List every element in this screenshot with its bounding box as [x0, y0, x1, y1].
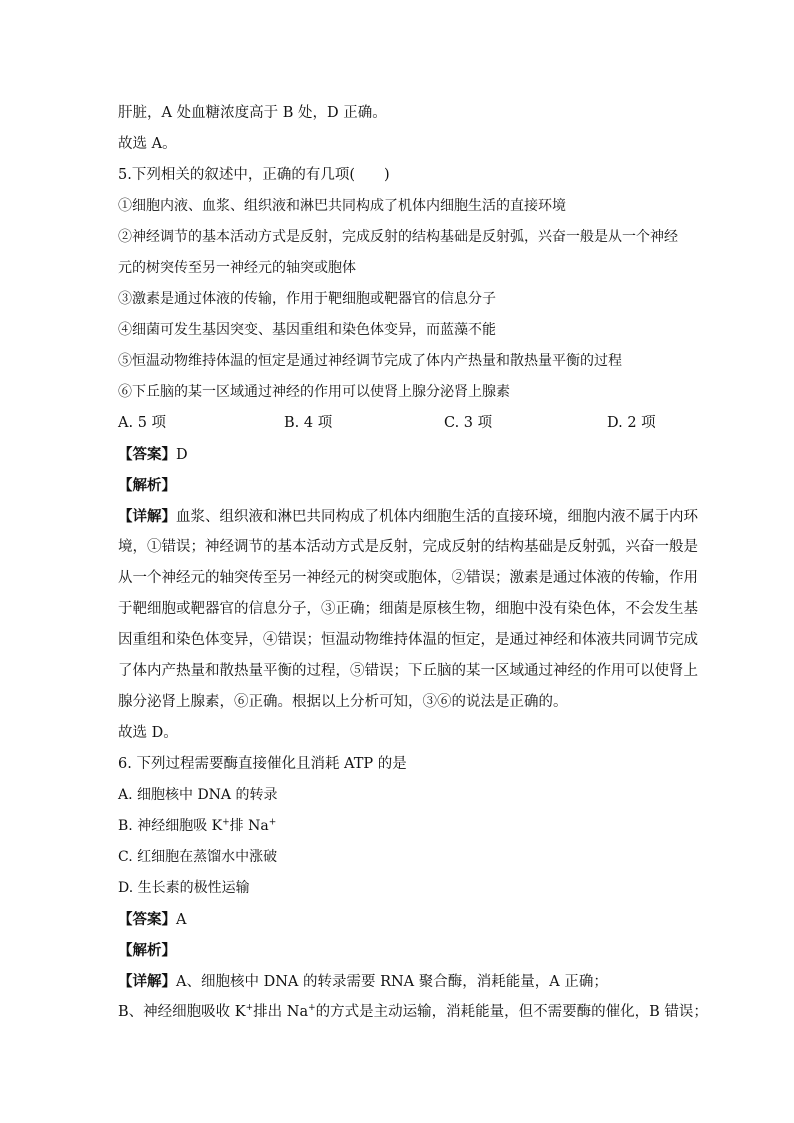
question-6-option-a: A. 细胞核中 DNA 的转录 — [118, 787, 278, 803]
question-6-option-b — [118, 811, 678, 842]
question-5-detail-line: 从一个神经元的轴突传至另一神经元的树突或胞体，②错误；激素是通过体液的传输，作用 — [118, 570, 698, 586]
answer-label: 【答案】 — [118, 446, 176, 463]
question-6-detail-a — [118, 966, 678, 997]
answer-value: A — [176, 912, 187, 928]
option-b-text: B. 神经细胞吸 K — [118, 818, 223, 834]
question-5-item: ⑥下丘脑的某一区域通过神经的作用可以使肾上腺分泌肾上腺素 — [118, 384, 510, 400]
question-5-item: ②神经调节的基本活动方式是反射，完成反射的结构基础是反射弧，兴奋一般是从一个神经 — [118, 229, 678, 245]
question-5-detail-line: 于靶细胞或靶器官的信息分子，③正确；细菌是原核生物，细胞中没有染色体，不会发生基 — [118, 601, 698, 617]
question-6-stem: 6. 下列过程需要酶直接催化且消耗 ATP 的是 — [118, 756, 407, 772]
detail-text: A、细胞核中 DNA 的转录需要 RNA 聚合酶，消耗能量，A 正确； — [176, 974, 608, 990]
detail-label: 【详解】 — [118, 508, 176, 525]
question-6-detail-b — [118, 997, 708, 1028]
option-b-text: 排 Na — [229, 818, 269, 834]
question-5-item: ⑤恒温动物维持体温的恒定是通过神经调节完成了体内产热量和散热量平衡的过程 — [118, 353, 622, 369]
question-5-detail-line: 腺分泌肾上腺素，⑥正确。根据以上分析可知，③⑥的说法是正确的。 — [118, 694, 568, 710]
detail-label: 【详解】 — [118, 973, 176, 990]
option-c: C. 3 项 — [444, 415, 493, 431]
answer-label: 【答案】 — [118, 911, 176, 928]
superscript: + — [222, 817, 230, 828]
question-5-stem: 5.下列相关的叙述中，正确的有几项( ) — [118, 167, 390, 183]
question-6-answer — [118, 904, 678, 935]
option-d: D. 2 项 — [607, 415, 656, 431]
superscript: + — [308, 1003, 316, 1014]
text-line: 故选 A。 — [118, 136, 177, 152]
superscript: + — [268, 817, 277, 828]
question-5-analysis-label: 【解析】 — [118, 477, 176, 494]
option-b: B. 4 项 — [284, 415, 333, 431]
question-5-item: ④细菌可发生基因突变、基因重组和染色体变异，而蓝藻不能 — [118, 322, 496, 338]
question-6-option-d: D. 生长素的极性运输 — [118, 880, 250, 896]
detail-text: 排出 Na — [253, 1004, 309, 1020]
detail-text: B、神经细胞吸收 K — [118, 1004, 246, 1020]
question-5-detail-line: 了体内产热量和散热量平衡的过程，⑤错误；下丘脑的某一区域通过神经的作用可以使肾上 — [118, 663, 698, 679]
detail-text: 的方式是主动运输，消耗能量，但不需要酶的催化，B 错误； — [315, 1004, 708, 1020]
answer-value: D — [176, 447, 188, 463]
question-5-answer — [118, 439, 678, 470]
superscript: + — [245, 1003, 254, 1014]
question-5-item: ③激素是通过体液的传输，作用于靶细胞或靶器官的信息分子 — [118, 291, 496, 307]
question-6-analysis-label: 【解析】 — [118, 942, 176, 959]
question-5-detail-line — [118, 501, 698, 532]
question-5-options — [118, 408, 678, 439]
question-5-item: 元的树突传至另一神经元的轴突或胞体 — [118, 260, 356, 276]
page-content — [118, 98, 708, 1028]
option-a: A. 5 项 — [118, 415, 167, 431]
question-5-conclusion: 故选 D。 — [118, 725, 178, 741]
question-5-detail-line: 因重组和染色体变异，④错误；恒温动物维持体温的恒定，是通过神经和体液共同调节完成 — [118, 632, 698, 648]
question-5-detail-line: 境，①错误；神经调节的基本活动方式是反射，完成反射的结构基础是反射弧，兴奋一般是 — [118, 539, 698, 555]
question-6-option-c: C. 红细胞在蒸馏水中涨破 — [118, 849, 278, 865]
text-line: 肝脏，A 处血糖浓度高于 B 处，D 正确。 — [118, 105, 387, 121]
detail-text: 血浆、组织液和淋巴共同构成了机体内细胞生活的直接环境，细胞内液不属于内环 — [176, 509, 698, 525]
question-5-item: ①细胞内液、血浆、组织液和淋巴共同构成了机体内细胞生活的直接环境 — [118, 198, 566, 214]
